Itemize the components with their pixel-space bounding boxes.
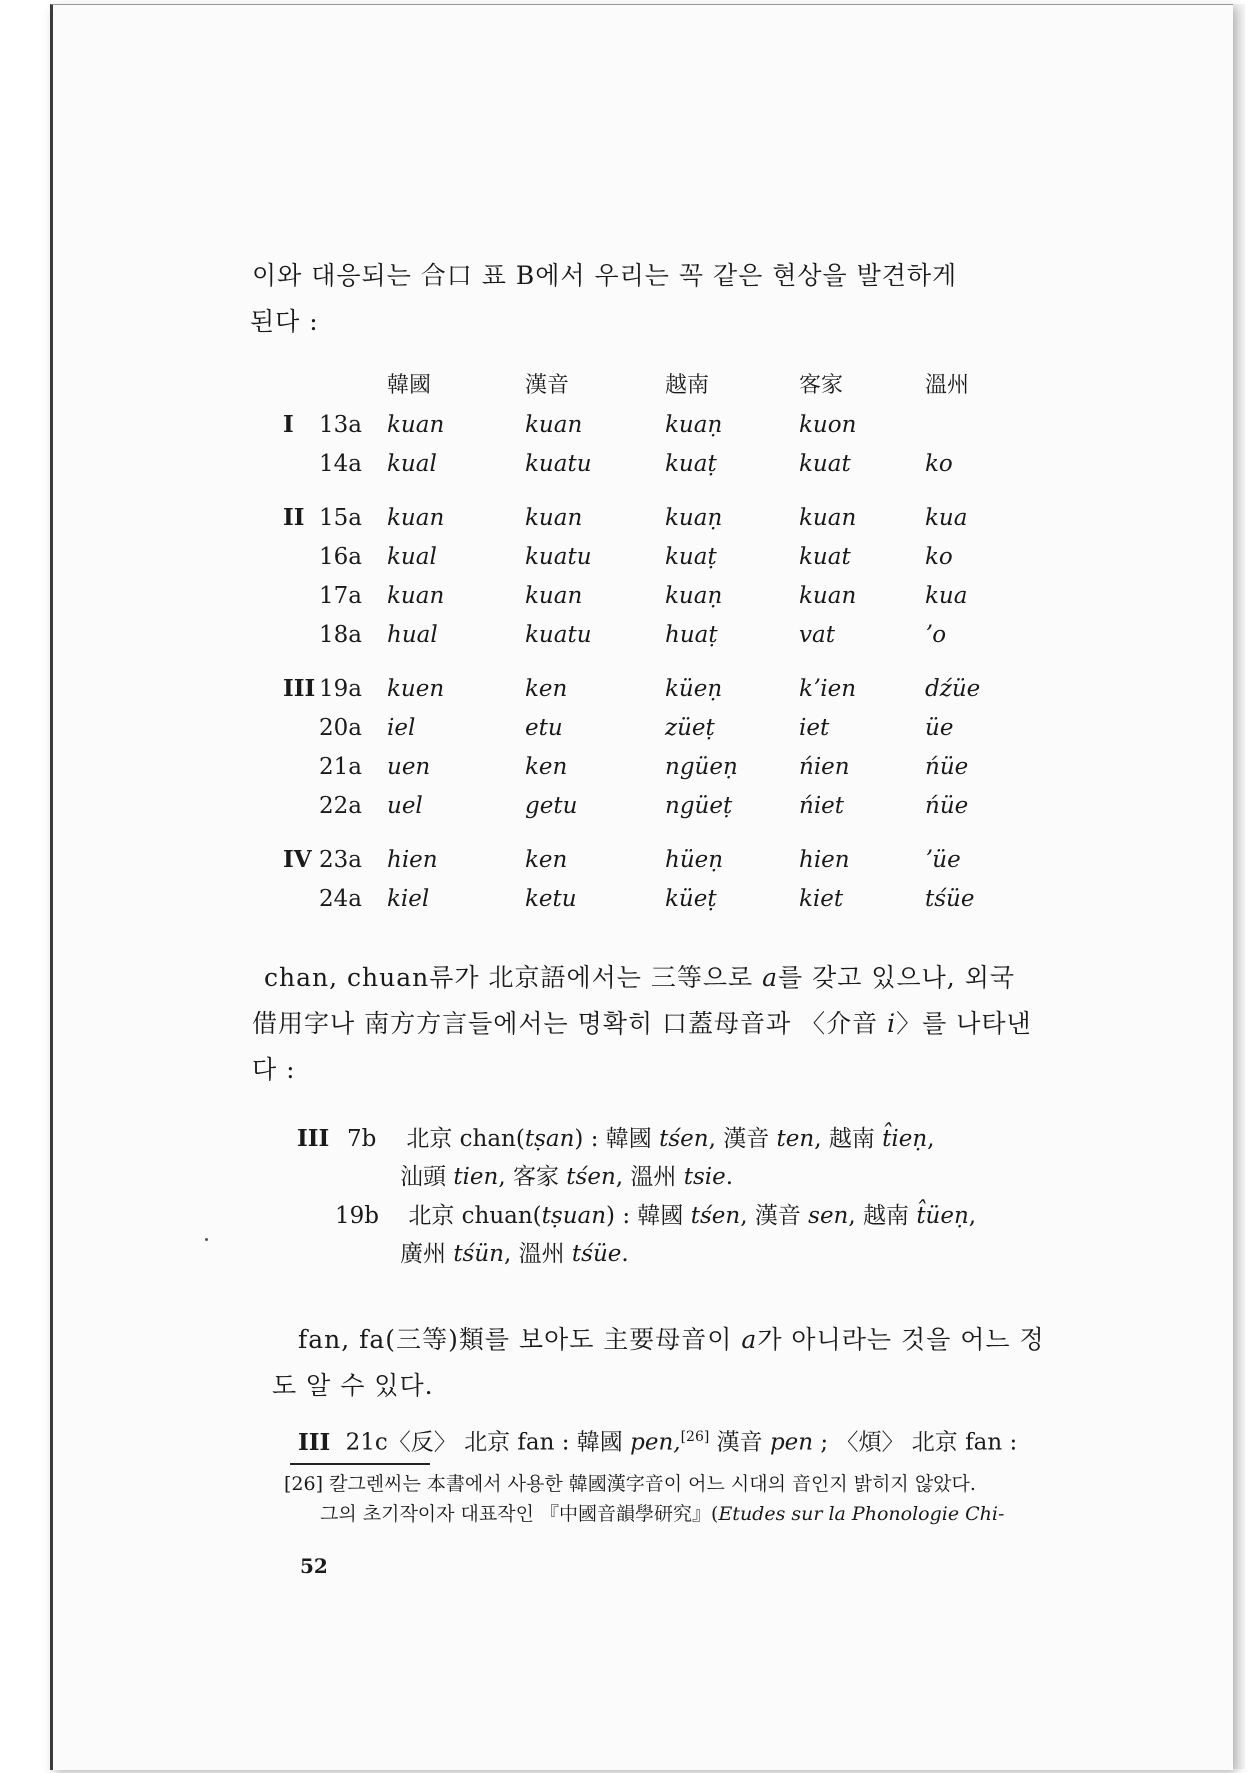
kanon-form: sen [808, 1203, 849, 1229]
table-row [283, 708, 1025, 747]
footnote-text: 그의 초기작이자 대표작인 『中國音韻學研究』( [320, 1503, 719, 1525]
vietnamese-cell: ngüeṭ [665, 792, 733, 819]
table-row [283, 747, 1025, 786]
korean-label: 韓國 [605, 1126, 652, 1152]
group-gap [283, 825, 1025, 840]
wenzhou-cell: kua [925, 504, 968, 531]
wenzhou-cell: ńüe [925, 792, 969, 819]
kanon-cell: ken [525, 753, 568, 780]
para2-text: 를 갖고 있으나, 외국 [778, 963, 1016, 992]
guangzhou-label: 廣州 [400, 1241, 446, 1267]
wenzhou-label: 溫州 [630, 1164, 677, 1190]
row-number: 18a [319, 621, 362, 648]
hakka-cell: kuat [799, 450, 851, 477]
division-label: IV [283, 846, 312, 873]
division-label: II [283, 504, 305, 531]
beijing-label: 北京 [408, 1203, 455, 1229]
wenzhou-cell: tśüe [925, 885, 975, 912]
kanon-label: 漢音 [716, 1429, 763, 1456]
example-19b-line-1: 19b 北京 chuan(tṣuan) : 韓國 tśen, 漢音 sen, 越南 t̂üeṇ, [335, 1197, 976, 1235]
korean-cell: kuan [387, 504, 445, 531]
table-row [283, 498, 1025, 537]
footnote-marker: [26] [284, 1473, 324, 1495]
page-number: 52 [300, 1554, 328, 1578]
para2-text: chan, chuan류가 北京語에서는 三等으로 [264, 963, 763, 992]
kanon-cell: ken [525, 675, 568, 702]
beijing-ipa: tṣuan [541, 1203, 607, 1229]
korean-cell: kiel [387, 885, 430, 912]
korean-cell: kual [387, 450, 437, 477]
wenzhou-cell: ʼo [925, 621, 947, 648]
book-title: Etudes sur la Phonologie Chi- [718, 1503, 1005, 1525]
division-label [283, 537, 319, 576]
para3-line-2: 도 알 수 있다. [272, 1371, 434, 1400]
korean-form: tśen [690, 1203, 741, 1229]
hakka-cell: ńiet [799, 792, 845, 819]
kanon-cell: getu [525, 792, 578, 819]
vietnamese-form: t̂ieṇ [882, 1126, 928, 1152]
intro-line-1: 이와 대응되는 合口 표 B에서 우리는 꼭 같은 현상을 발견하게 [252, 261, 958, 290]
reflex-table-wrap [283, 368, 1025, 918]
row-number: 23a [319, 846, 362, 873]
hakka-cell: vat [799, 621, 835, 648]
header-korean: 韓國 [387, 373, 432, 398]
example-number: 7b [347, 1126, 377, 1152]
guangzhou-form: tśün [453, 1241, 504, 1267]
kanon-cell: kuan [525, 582, 583, 609]
vietnamese-cell: kuaṇ [665, 411, 723, 438]
kanon-form: pen [769, 1429, 814, 1456]
example-number: 19b [335, 1203, 379, 1229]
row-number: 17a [319, 582, 362, 609]
korean-form: pen, [630, 1429, 681, 1456]
hakka-cell: kuan [799, 504, 857, 531]
example-number: 21c〈反〉 [345, 1429, 457, 1456]
kanon-cell: kuatu [525, 621, 592, 648]
example-19b-line-2: 廣州 tśün, 溫州 tśüe. [400, 1241, 629, 1267]
division-label: III [283, 675, 316, 702]
second-paragraph [252, 955, 1032, 1093]
beijing-ipa: tṣan [524, 1126, 575, 1152]
kanon-cell: etu [525, 714, 563, 741]
korean-cell: kuan [387, 582, 445, 609]
division-label: I [283, 411, 294, 438]
para2-line-1 [264, 955, 1032, 1001]
row-number: 24a [319, 885, 362, 912]
row-number: 13a [319, 411, 362, 438]
kanon-label: 漢音 [754, 1203, 801, 1229]
vietnamese-cell: kuaṇ [665, 504, 723, 531]
vietnamese-cell: kuaṇ [665, 582, 723, 609]
third-paragraph [272, 1317, 1045, 1409]
division-label: III [297, 1125, 330, 1152]
kanon-cell: kuan [525, 411, 583, 438]
hakka-cell: iet [799, 714, 830, 741]
korean-cell: kuen [387, 675, 445, 702]
beijing-label: 北京 [406, 1126, 453, 1152]
vietnamese-cell: züeṭ [665, 714, 715, 741]
korean-cell: kual [387, 543, 437, 570]
table-row [283, 576, 1025, 615]
beijing-form: fan [517, 1429, 555, 1456]
table-row [283, 840, 1025, 879]
intro-paragraph [252, 253, 957, 345]
row-number: 15a [319, 504, 362, 531]
vietnamese-cell: ngüeṇ [665, 753, 738, 780]
wenzhou-cell [925, 405, 1025, 444]
wenzhou-label: 溫州 [518, 1241, 565, 1267]
para2-text: 〉를 나타낸 [896, 1009, 1032, 1038]
table-row [283, 786, 1025, 825]
beijing-form: chuan [461, 1203, 533, 1229]
vowel-a: a [741, 1325, 758, 1354]
wenzhou-cell: dźüe [925, 675, 981, 702]
korean-cell: kuan [387, 411, 445, 438]
beijing-label: 北京 [911, 1429, 958, 1456]
division-label [283, 786, 319, 825]
header-wenzhou: 溫州 [925, 373, 970, 398]
division-label [283, 879, 319, 918]
vietnamese-cell: küeṇ [665, 675, 723, 702]
print-speck [205, 1238, 208, 1241]
hakka-label: 客家 [512, 1164, 559, 1190]
hakka-cell: kʼien [799, 675, 857, 702]
korean-cell: uen [387, 753, 431, 780]
vietnamese-cell: hüeṇ [665, 846, 724, 873]
footnote-line-2 [320, 1499, 1004, 1529]
kanon-cell: kuan [525, 504, 583, 531]
group-gap [283, 483, 1025, 498]
para3-text: 가 아니라는 것을 어느 정 [757, 1325, 1045, 1354]
footnote-reference[interactable]: [26] [680, 1429, 710, 1445]
kanon-cell: kuatu [525, 543, 592, 570]
korean-label: 韓國 [637, 1203, 684, 1229]
vietnamese-cell: küeṭ [665, 885, 717, 912]
para2-line-2 [252, 1001, 1032, 1047]
footnote-line-1 [284, 1469, 1004, 1499]
beijing-label: 北京 [464, 1429, 511, 1456]
footnote-rule [290, 1463, 430, 1465]
division-label [283, 576, 319, 615]
wenzhou-cell: üe [925, 714, 954, 741]
kanon-cell: ketu [525, 885, 577, 912]
header-hakka: 客家 [799, 373, 844, 398]
reflex-table-body [283, 405, 1025, 918]
example-7b-line-2: 汕頭 tien, 客家 tśen, 溫州 tsie. [400, 1164, 734, 1190]
vietnamese-cell: huaṭ [665, 621, 718, 648]
kanon-cell: ken [525, 846, 568, 873]
row-number: 14a [319, 450, 362, 477]
vietnamese-label: 越南 [828, 1126, 875, 1152]
korean-cell: iel [387, 714, 416, 741]
wenzhou-cell: ko [925, 543, 953, 570]
vowel-a: a [762, 963, 779, 992]
table-row [283, 669, 1025, 708]
vietnamese-label: 越南 [863, 1203, 909, 1229]
wenzhou-cell: kua [925, 582, 968, 609]
reflex-table [283, 368, 1025, 918]
wenzhou-form: tsie [683, 1164, 726, 1190]
hakka-cell: kuon [799, 411, 857, 438]
wenzhou-cell: ko [925, 450, 953, 477]
para3-text: fan, fa(三等)類를 보아도 主要母音이 [298, 1325, 742, 1354]
korean-cell: hual [387, 621, 438, 648]
para2-text: 借用字나 南方方言들에서는 명확히 口蓋母音과 〈介音 [252, 1009, 888, 1038]
para2-line-3: 다 : [252, 1055, 296, 1084]
korean-form: tśen [659, 1126, 709, 1152]
hakka-form: tśen [566, 1164, 616, 1190]
footnote [284, 1469, 1004, 1529]
example-21c: III 21c〈反〉 北京 fan : 韓國 pen,[26] 漢音 pen ; 〈煩〉 北京 fan : [298, 1428, 1018, 1456]
korean-cell: hien [387, 846, 438, 873]
vietnamese-cell: kuaṭ [665, 450, 717, 477]
header-vietnamese: 越南 [665, 373, 710, 398]
table-row [283, 615, 1025, 654]
header-kanon: 漢音 [525, 373, 570, 398]
medial-i: i [887, 1009, 897, 1038]
division-label [283, 747, 319, 786]
kanon-label: 漢音 [723, 1126, 770, 1152]
reflex-table-header [283, 368, 1025, 405]
para3-line-1 [298, 1317, 1045, 1363]
beijing-form: chan [459, 1126, 516, 1152]
beijing-form: fan [965, 1429, 1003, 1456]
intro-line-2: 된다 : [250, 307, 319, 336]
row-number: 22a [319, 792, 362, 819]
table-row [283, 405, 1025, 444]
second-character: 〈煩〉 [835, 1429, 905, 1456]
row-number: 16a [319, 543, 362, 570]
row-number: 21a [319, 753, 362, 780]
swatow-label: 汕頭 [400, 1164, 446, 1190]
group-gap [283, 654, 1025, 669]
division-label: III [298, 1428, 331, 1456]
vietnamese-cell: kuaṭ [665, 543, 717, 570]
table-row [283, 444, 1025, 483]
hakka-cell: kuat [799, 543, 851, 570]
division-label [283, 708, 319, 747]
hakka-cell: hien [799, 846, 850, 873]
example-7b-line-1: III 7b 北京 chan(tṣan) : 韓國 tśen, 漢音 ten, 越南 t̂ieṇ, [297, 1120, 934, 1158]
wenzhou-cell: ʼüe [925, 846, 961, 873]
footnote-text: 칼그렌씨는 本書에서 사용한 韓國漢字音이 어느 시대의 音인지 밝히지 않았다. [329, 1473, 976, 1495]
kanon-cell: kuatu [525, 450, 592, 477]
division-label [283, 444, 319, 483]
hakka-cell: kiet [799, 885, 844, 912]
hakka-cell: ńien [799, 753, 850, 780]
table-row [283, 537, 1025, 576]
korean-label: 韓國 [576, 1429, 623, 1456]
wenzhou-cell: ńüe [925, 753, 969, 780]
hakka-cell: kuan [799, 582, 857, 609]
row-number: 19a [319, 675, 362, 702]
kanon-form: ten [776, 1126, 815, 1152]
swatow-form: tien [453, 1164, 499, 1190]
vietnamese-form: t̂üeṇ [916, 1203, 969, 1229]
korean-cell: uel [387, 792, 423, 819]
row-number: 20a [319, 714, 362, 741]
division-label [283, 615, 319, 654]
table-row [283, 879, 1025, 918]
wenzhou-form: tśüe [571, 1241, 622, 1267]
